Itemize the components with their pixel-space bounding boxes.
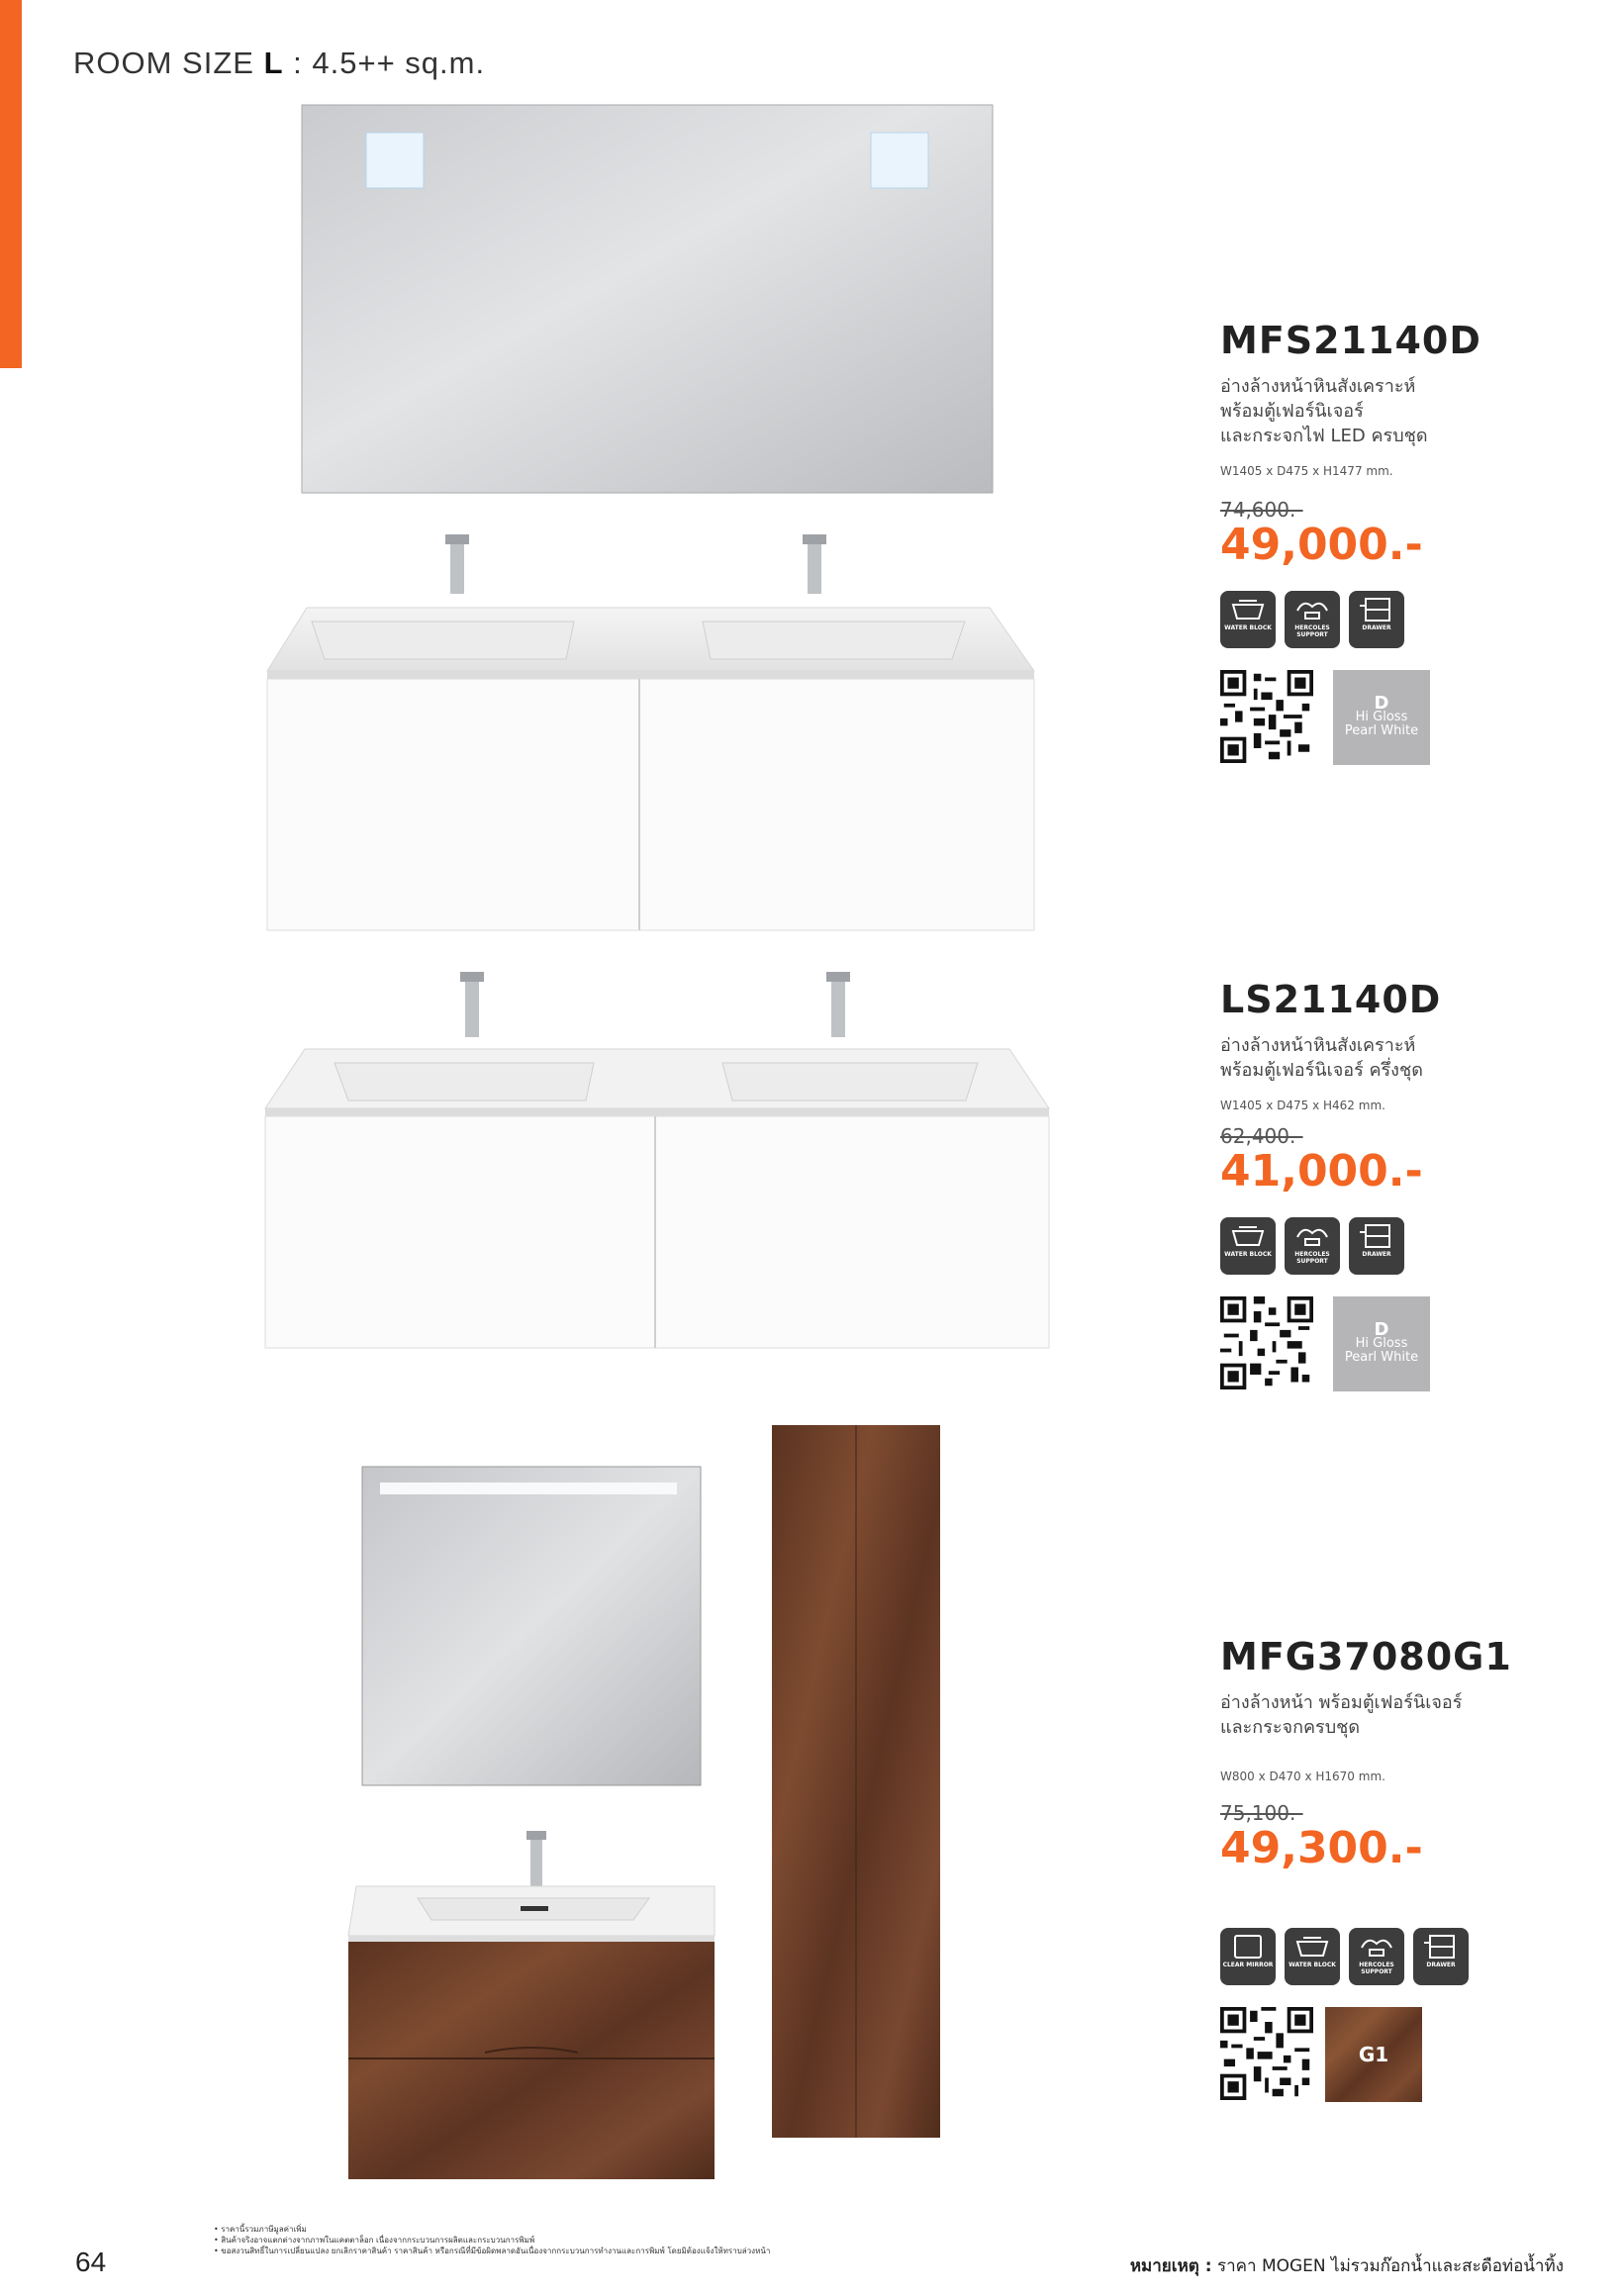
remark [1130,2252,1564,2279]
product-1-illustration [238,99,1049,940]
water-block-icon: WATER BLOCK [1220,1217,1276,1275]
product-card-3 [1220,1635,1596,2102]
old-price: 62,400.- [1220,1124,1303,1148]
product-dimensions: W1405 x D475 x H462 mm. [1220,1099,1385,1112]
room-size-heading [73,46,485,81]
room-size-value: : 4.5++ sq.m. [293,46,486,80]
qr-row [1220,670,1596,765]
color-swatch: D Hi Gloss Pearl White [1333,670,1430,765]
clear-mirror-icon: CLEAR MIRROR [1220,1928,1276,1985]
new-price: 49,000.- [1220,520,1423,570]
accent-bar [0,0,22,368]
remark-label: หมายเหตุ : [1129,2256,1212,2276]
product-dimensions: W1405 x D475 x H1477 mm. [1220,464,1393,478]
product-code: MFG37080G1 [1220,1635,1512,1678]
qr-code-icon[interactable] [1220,1296,1313,1389]
remark-text: ราคา MOGEN ไม่รวมก๊อกน้ำและสะดือท่อน้ำทิ้ง [1216,2256,1564,2276]
product-card-1 [1220,319,1596,765]
product-dimensions: W800 x D470 x H1670 mm. [1220,1770,1385,1783]
color-swatch: D Hi Gloss Pearl White [1333,1296,1430,1391]
new-price: 49,300.- [1220,1823,1423,1873]
product-card-2 [1220,978,1596,1391]
room-size-letter: L [263,46,284,80]
old-price: 75,100.- [1220,1801,1303,1825]
product-code: MFS21140D [1220,319,1481,362]
footnote: • ราคานี้รวมภาษีมูลค่าเพิ่ม [214,2225,307,2234]
qr-code-icon[interactable] [1220,2007,1313,2100]
drawer-icon: DRAWER [1413,1928,1469,1985]
drawer-icon: DRAWER [1349,591,1404,648]
product-description: อ่างล้างหน้าหินสังเคราะห์ พร้อมตู้เฟอร์นิเจอร์ และกระจกไฟ LED ครบชุด [1220,376,1428,446]
hercoles-support-icon: HERCOLES SUPPORT [1285,591,1340,648]
drawer-icon: DRAWER [1349,1217,1404,1275]
product-description: อ่างล้างหน้าหินสังเคราะห์ พร้อมตู้เฟอร์นิเจอร์ ครึ่งชุด [1220,1035,1423,1081]
qr-row [1220,1296,1596,1391]
product-2-illustration [257,970,1059,1376]
new-price: 41,000.- [1220,1146,1423,1196]
footnotes [214,2224,770,2256]
old-price: 74,600.- [1220,498,1303,522]
water-block-icon: WATER BLOCK [1285,1928,1340,1985]
water-block-icon: WATER BLOCK [1220,591,1276,648]
qr-row [1220,2007,1596,2102]
footnote: • สินค้าจริงอาจแตกต่างจากภาพในแคตตาล็อก เนื่องจากกระบวนการผลิตและกระบวนการพิมพ์ [214,2236,535,2245]
hercoles-support-icon: HERCOLES SUPPORT [1285,1217,1340,1275]
feature-icons [1220,1928,1596,1985]
qr-code-icon[interactable] [1220,670,1313,763]
feature-icons [1220,1217,1596,1275]
color-swatch: G1 [1325,2007,1422,2102]
product-description: อ่างล้างหน้า พร้อมตู้เฟอร์นิเจอร์ และกระจกครบชุด [1220,1692,1463,1738]
hercoles-support-icon: HERCOLES SUPPORT [1349,1928,1404,1985]
footnote: • ขอสงวนสิทธิ์ในการเปลี่ยนแปลง ยกเลิกราคาสินค้า ราคาสินค้า หรือกรณีที่มีข้อผิดพลาดอันเนื่องจากกระบวนการทำงานและการพิมพ์ โดยมิต้องแจ้งให้ทราบล่วงหน้า [214,2247,771,2255]
page-number: 64 [75,2247,107,2277]
room-size-prefix: ROOM SIZE [73,46,254,80]
product-code: LS21140D [1220,978,1442,1021]
feature-icons [1220,591,1596,648]
product-3-illustration [336,1425,950,2207]
